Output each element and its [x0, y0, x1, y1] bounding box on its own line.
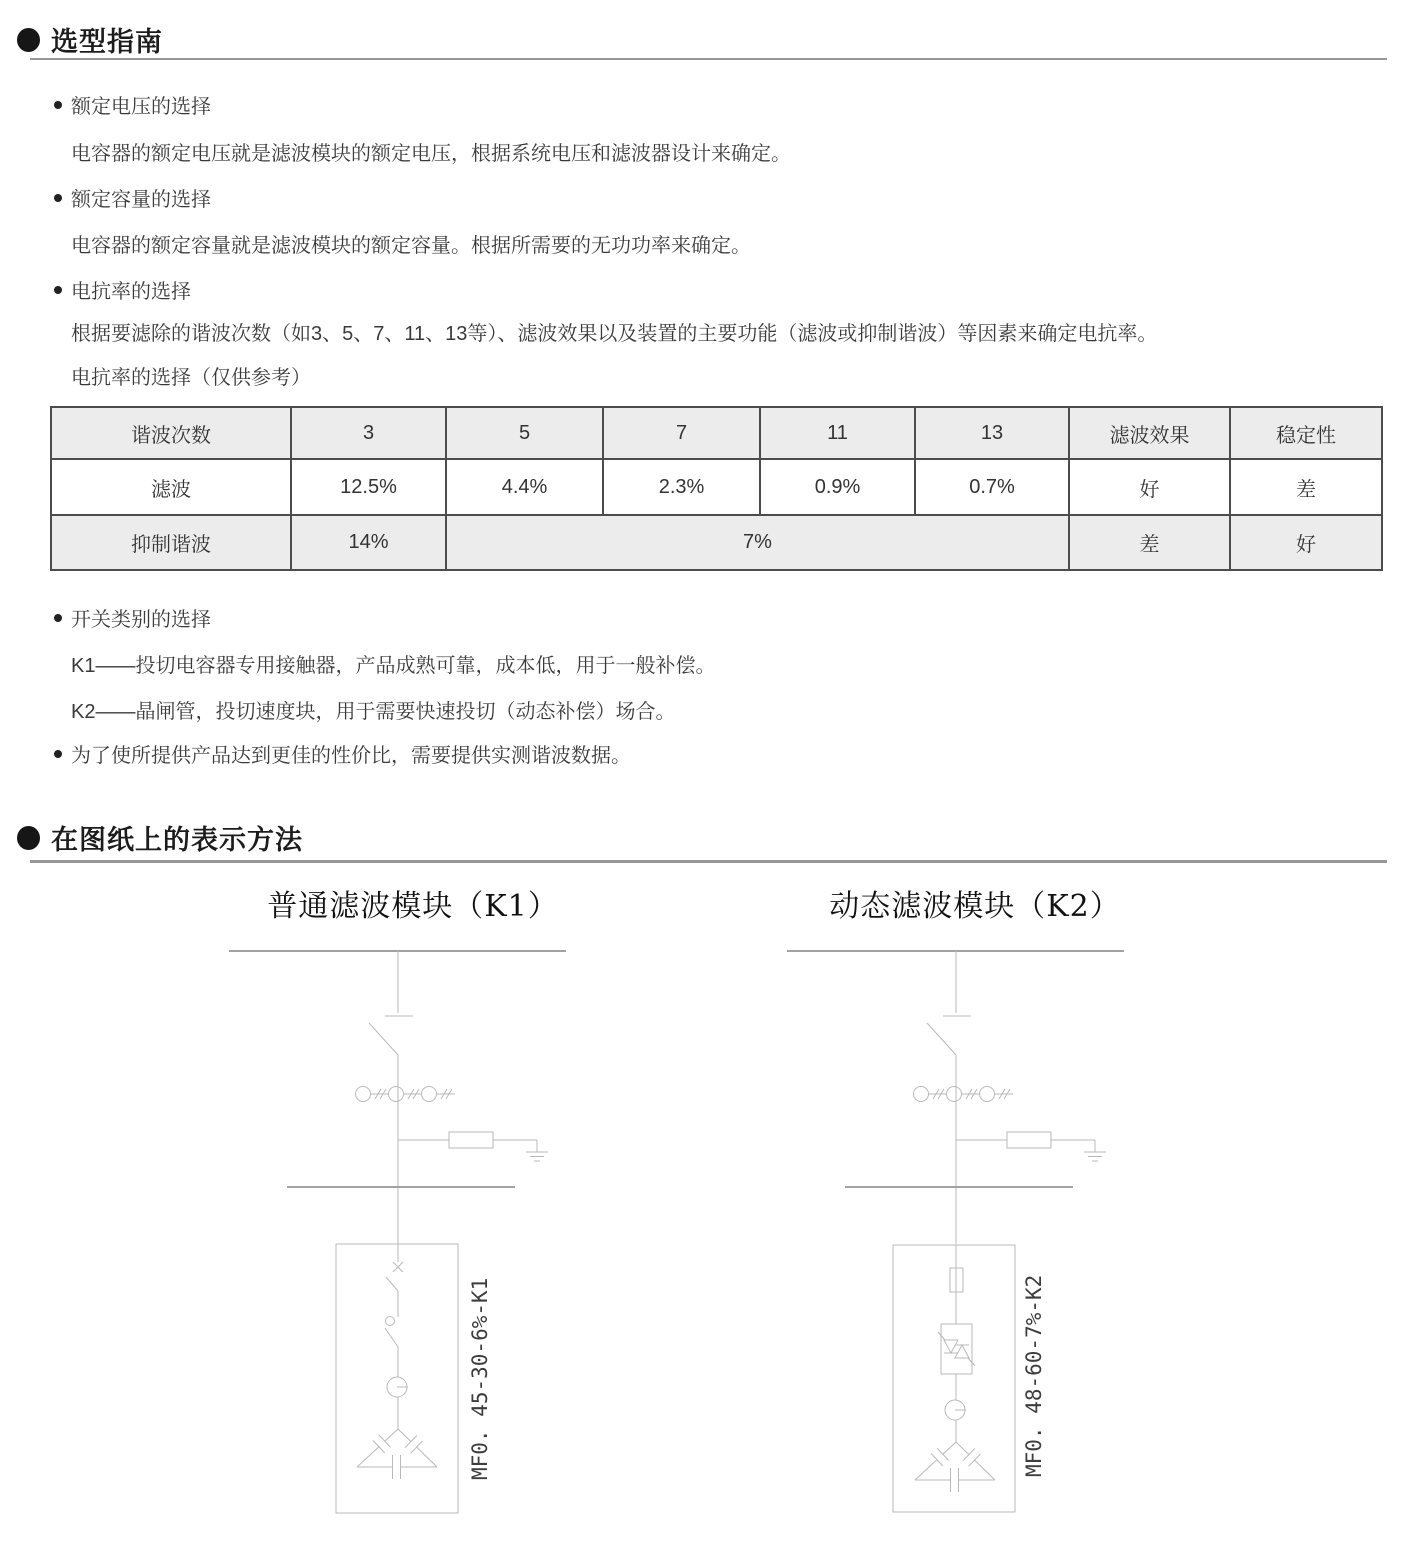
section-title: 在图纸上的表示方法 — [51, 825, 303, 855]
table-cell: 14% — [291, 515, 446, 570]
module-box — [336, 1244, 458, 1513]
table-cell: 0.7% — [915, 459, 1069, 515]
header-cell: 滤波效果 — [1069, 407, 1230, 459]
table-cell: 差 — [1230, 459, 1382, 515]
k1-caption: 普通滤波模块（K1） — [267, 889, 559, 924]
table-cell: 滤波 — [51, 459, 291, 515]
table-cell: 抑制谐波 — [51, 515, 291, 570]
guide-item-text: 电抗率的选择 — [71, 281, 191, 303]
guide-item-text: 额定电压的选择 — [71, 96, 211, 118]
breaker-icon — [386, 1262, 403, 1291]
k2-module-diagram — [893, 1245, 1015, 1512]
k2-model-label: MF0. 48-60-7%-K2 — [1022, 1274, 1046, 1477]
capacitor-delta-icon — [357, 1429, 437, 1479]
reactor-icon — [387, 1377, 408, 1397]
header-cell: 7 — [603, 407, 760, 459]
header-cell: 3 — [291, 407, 446, 459]
table-cell-merged: 7% — [446, 515, 1069, 570]
header-cell: 稳定性 — [1230, 407, 1382, 459]
table-cell: 0.9% — [760, 459, 915, 515]
section-title: 选型指南 — [51, 27, 163, 57]
header-cell: 5 — [446, 407, 603, 459]
module-box — [893, 1245, 1015, 1512]
table-cell: 好 — [1230, 515, 1382, 570]
guide-item-text: 为了使所提供产品达到更佳的性价比，需要提供实测谐波数据。 — [71, 745, 631, 767]
table-cell: 4.4% — [446, 459, 603, 515]
guide-item-text: 电抗率的选择（仅供参考） — [71, 367, 311, 389]
k1-module-diagram — [336, 1244, 458, 1513]
reactor-icon — [945, 1400, 966, 1420]
k1-model-label: MF0. 45-30-6%-K1 — [468, 1277, 492, 1480]
contactor-icon — [385, 1317, 398, 1348]
table-cell: 2.3% — [603, 459, 760, 515]
guide-item-text: 开关类别的选择 — [71, 609, 211, 631]
header-cell: 谐波次数 — [51, 407, 291, 459]
capacitor-delta-icon — [915, 1442, 995, 1492]
guide-item-text: 电容器的额定容量就是滤波模块的额定容量。根据所需要的无功功率来确定。 — [71, 235, 751, 257]
guide-item-text: 电容器的额定电压就是滤波模块的额定电压，根据系统电压和滤波器设计来确定。 — [71, 143, 791, 165]
guide-item-text: 额定容量的选择 — [71, 189, 211, 211]
guide-item-text: K2——晶闸管，投切速度块，用于需要快速投切（动态补偿）场合。 — [71, 701, 676, 723]
table-cell: 好 — [1069, 459, 1230, 515]
guide-item-text: K1——投切电容器专用接触器，产品成熟可靠，成本低，用于一般补偿。 — [71, 655, 716, 677]
k2-caption: 动态滤波模块（K2） — [829, 889, 1121, 924]
header-cell: 13 — [915, 407, 1069, 459]
thyristor-pair-icon — [938, 1324, 975, 1374]
guide-item-text: 根据要滤除的谐波次数（如3、5、7、11、13等）、滤波效果以及装置的主要功能（滤波或抑制谐波）等因素来确定电抗率。 — [71, 323, 1158, 345]
table-cell: 差 — [1069, 515, 1230, 570]
header-cell: 11 — [760, 407, 915, 459]
table-cell: 12.5% — [291, 459, 446, 515]
